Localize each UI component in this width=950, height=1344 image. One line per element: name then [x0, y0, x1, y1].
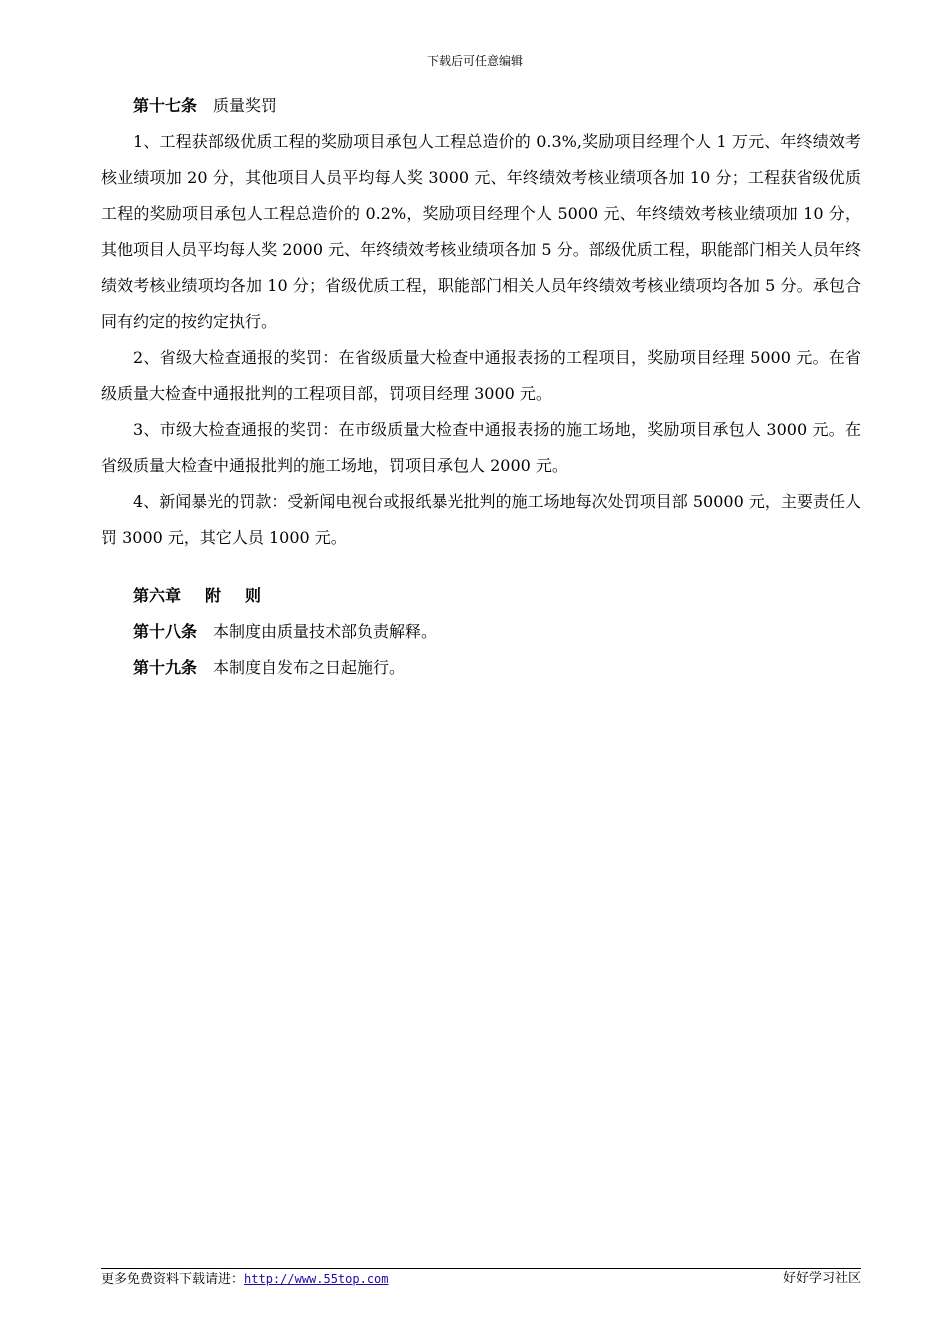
footer-link[interactable]: http://www.55top.com [244, 1272, 389, 1286]
chapter-6-title-part3: 则 [245, 586, 262, 605]
article-19-label: 第十九条 [133, 658, 198, 677]
article-17-paragraph-2: 2、省级大检查通报的奖罚：在省级质量大检查中通报表扬的工程项目，奖励项目经理 5000 元。在省级质量大检查中通报批判的工程项目部，罚项目经理 3000 元。 [101, 348, 861, 403]
article-17-title: 质量奖罚 [213, 96, 278, 115]
chapter-6-title-part1: 第六章 [133, 586, 182, 605]
article-18 [101, 614, 861, 650]
article-18-text: 本制度由质量技术部负责解释。 [213, 622, 438, 641]
chapter-6-title-part2: 附 [205, 586, 222, 605]
footer-divider [101, 1268, 861, 1269]
article-18-label: 第十八条 [133, 622, 198, 641]
footer-left [101, 1271, 389, 1288]
footer-right-text: 好好学习社区 [782, 1271, 861, 1286]
page-header [0, 54, 950, 68]
article-19 [101, 650, 861, 686]
article-17-paragraph-1: 1、工程获部级优质工程的奖励项目承包人工程总造价的 0.3%,奖励项目经理个人 1 万元、年终绩效考核业绩项加 20 分，其他项目人员平均每人奖 3000 元、年终绩效考核业绩项各加 10 分；工程获省级优质工程的奖励项目承包人工程总造价的 0.2%，奖励项目经理个人 5000 元、年终绩效考核业绩项加 10 分，其他项目人员平均每人奖 2000 元、年终绩效考核业绩项各加 5 分。部级优质工程，职能部门相关人员年终绩效考核业绩项均各加 10 分；省级优质工程，职能部门相关人员年终绩效考核业绩项均各加 5 分。承包合同有约定的按约定执行。 [101, 132, 861, 331]
article-17-paragraph-3: 3、市级大检查通报的奖罚：在市级质量大检查中通报表扬的施工场地，奖励项目承包人 3000 元。在省级质量大检查中通报批判的施工场地，罚项目承包人 2000 元。 [101, 420, 861, 475]
chapter-6-title [101, 578, 861, 614]
page-footer [101, 1271, 861, 1288]
article-17-label: 第十七条 [133, 96, 198, 115]
footer-left-text: 更多免费资料下载请进： [101, 1272, 245, 1287]
section-spacer [101, 556, 861, 578]
document-body [101, 88, 861, 686]
article-17-heading [101, 88, 861, 124]
article-17-paragraph-4: 4、新闻暴光的罚款：受新闻电视台或报纸暴光批判的施工场地每次处罚项目部 50000 元，主要责任人罚 3000 元，其它人员 1000 元。 [101, 492, 861, 547]
article-19-text: 本制度自发布之日起施行。 [213, 658, 406, 677]
header-text: 下载后可任意编辑 [426, 54, 523, 68]
